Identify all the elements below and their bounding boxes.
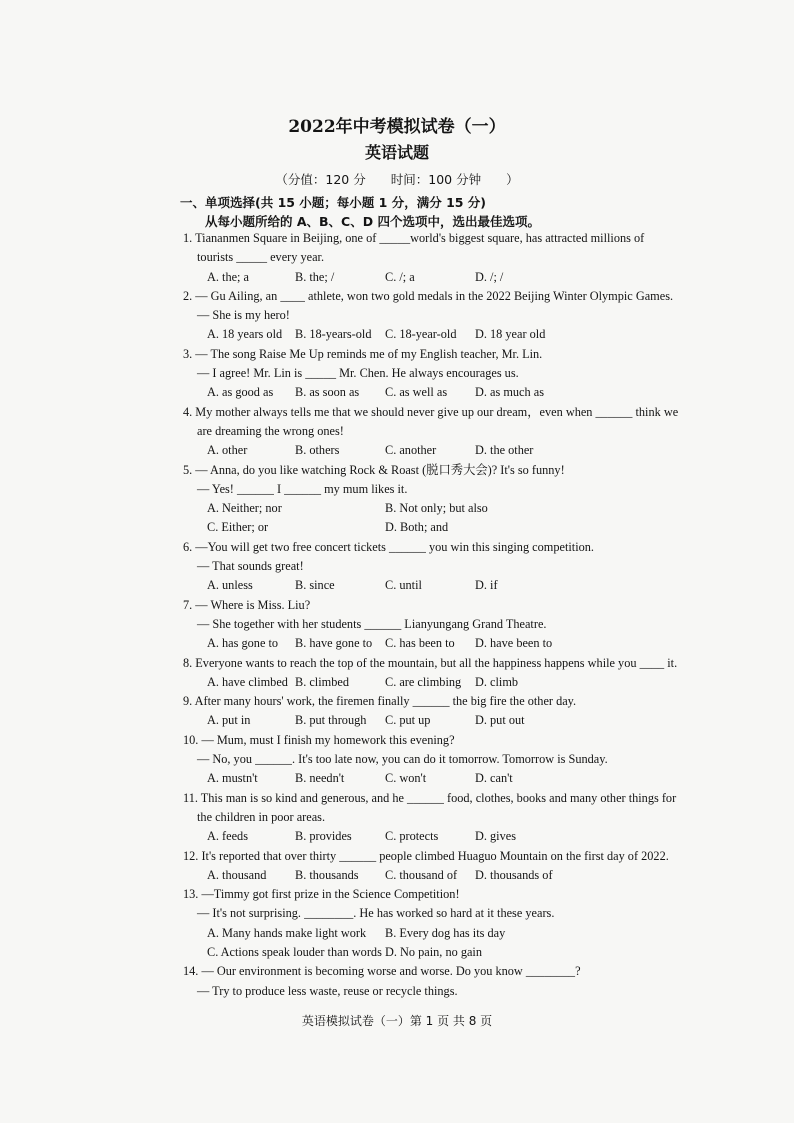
question-stem: 6. —You will get two free concert tickets ______ you win this singing competition. (183, 539, 594, 554)
answer-option[interactable]: A. unless (207, 578, 253, 593)
answer-option[interactable]: B. Every dog has its day (385, 925, 506, 940)
question-item (183, 789, 677, 847)
answer-option[interactable]: B. Not only; but also (385, 501, 488, 516)
option-row (183, 576, 643, 595)
option-row (183, 673, 643, 692)
option-row (183, 827, 643, 846)
question-stem: 7. — Where is Miss. Liu? (183, 597, 311, 612)
answer-option[interactable]: C. until (385, 578, 422, 593)
answer-option[interactable]: D. No pain, no gain (385, 944, 482, 959)
answer-option[interactable]: D. put out (475, 713, 525, 728)
option-row (183, 769, 643, 788)
answer-option[interactable]: A. feeds (207, 829, 248, 844)
answer-option[interactable]: B. climbed (295, 674, 349, 689)
question-stem: 3. — The song Raise Me Up reminds me of my English teacher, Mr. Lin. (183, 346, 543, 361)
section-instructions: 从每小题所给的 A、B、C、D 四个选项中，选出最佳选项。 (205, 214, 540, 229)
answer-option[interactable]: A. the; a (207, 269, 250, 284)
exam-title: 2022年中考模拟试卷（一） (288, 117, 506, 137)
question-line: — Yes! ______ I ______ my mum likes it. (197, 481, 408, 496)
page-footer: 英语模拟试卷（一）第 1 页 共 8 页 (301, 1014, 493, 1028)
question-item (183, 596, 643, 654)
answer-option[interactable]: A. has gone to (207, 636, 279, 651)
question-item (183, 654, 678, 693)
question-item (183, 731, 643, 789)
question-line: — No, you ______. It's too late now, you can do it tomorrow. Tomorrow is Sunday. (197, 752, 608, 767)
answer-option[interactable]: C. another (385, 443, 437, 458)
answer-option[interactable]: C. Actions speak louder than words (207, 944, 382, 959)
option-row (183, 711, 643, 730)
question-item (183, 538, 643, 596)
answer-option[interactable]: A. have climbed (207, 674, 288, 689)
exam-subtitle: 英语试题 (364, 143, 429, 162)
section-heading: 一、单项选择(共 15 小题；每小题 1 分，满分 15 分) (180, 195, 487, 210)
question-list (183, 229, 679, 1001)
question-line: — That sounds great! (197, 559, 304, 574)
answer-option[interactable]: A. other (207, 443, 248, 458)
question-stem: 10. — Mum, must I finish my homework this evening? (183, 732, 455, 747)
answer-option[interactable]: B. provides (295, 829, 352, 844)
question-line: are dreaming the wrong ones! (197, 423, 344, 438)
question-stem: 5. — Anna, do you like watching Rock & Roast (脱口秀大会)? It's so funny! (183, 462, 565, 477)
option-row (183, 383, 643, 402)
option-row (183, 441, 643, 460)
question-item (183, 692, 643, 731)
option-row (183, 634, 643, 653)
question-item (183, 345, 643, 403)
answer-option[interactable]: C. are climbing (385, 674, 462, 689)
answer-option[interactable]: D. have been to (475, 636, 553, 651)
answer-option[interactable]: D. can't (475, 771, 513, 786)
question-stem: 8. Everyone wants to reach the top of the mountain, but all the happiness happens while you ____ it. (183, 655, 678, 670)
exam-meta: （分值：120 分 时间：100 分钟 ） (275, 172, 519, 187)
question-stem: 9. After many hours' work, the firemen finally ______ the big fire the other day. (183, 694, 577, 709)
option-row (183, 325, 643, 344)
answer-option[interactable]: D. /; / (475, 269, 504, 284)
answer-option[interactable]: C. protects (385, 829, 439, 844)
answer-option[interactable]: C. as well as (385, 385, 448, 400)
answer-option[interactable]: D. the other (475, 443, 534, 458)
answer-option[interactable]: C. Either; or (207, 520, 269, 535)
answer-option[interactable]: D. climb (475, 674, 519, 689)
option-row (183, 268, 643, 287)
question-item (183, 229, 643, 287)
answer-option[interactable]: B. put through (295, 713, 367, 728)
answer-option[interactable]: C. has been to (385, 636, 455, 651)
question-item (183, 287, 674, 345)
question-item (183, 847, 669, 886)
question-line: — I agree! Mr. Lin is _____ Mr. Chen. He always encourages us. (197, 366, 519, 381)
question-line: tourists _____ every year. (197, 250, 325, 265)
answer-option[interactable]: B. thousands (295, 867, 359, 882)
answer-option[interactable]: C. /; a (385, 269, 415, 284)
question-stem: 14. — Our environment is becoming worse and worse. Do you know ________? (183, 964, 581, 979)
option-row (183, 866, 643, 885)
answer-option[interactable]: A. put in (207, 713, 251, 728)
answer-option[interactable]: B. have gone to (295, 636, 373, 651)
option-row (183, 924, 643, 963)
answer-option[interactable]: B. others (295, 443, 340, 458)
answer-option[interactable]: A. Neither; nor (207, 501, 282, 516)
answer-option[interactable]: A. as good as (207, 385, 274, 400)
option-row (183, 499, 643, 538)
answer-option[interactable]: B. 18-years-old (295, 327, 372, 342)
answer-option[interactable]: A. 18 years old (207, 327, 283, 342)
answer-option[interactable]: B. needn't (295, 771, 345, 786)
question-item (183, 885, 643, 962)
answer-option[interactable]: D. 18 year old (475, 327, 546, 342)
question-line: — Try to produce less waste, reuse or recycle things. (197, 983, 458, 998)
question-stem: 2. — Gu Ailing, an ____ athlete, won two gold medals in the 2022 Beijing Winter Olympic Games. (183, 288, 674, 303)
question-item (183, 461, 643, 538)
answer-option[interactable]: C. won't (385, 771, 427, 786)
answer-option[interactable]: B. since (295, 578, 335, 593)
question-line: — She together with her students ______ Lianyungang Grand Theatre. (197, 616, 547, 631)
answer-option[interactable]: A. thousand (207, 867, 267, 882)
answer-option[interactable]: A. mustn't (207, 771, 258, 786)
question-stem: 12. It's reported that over thirty ______ people climbed Huaguo Mountain on the first day of 2022. (183, 848, 669, 863)
answer-option[interactable]: C. put up (385, 713, 431, 728)
question-line: — It's not surprising. ________. He has worked so hard at it these years. (197, 906, 555, 921)
answer-option[interactable]: D. as much as (475, 385, 544, 400)
question-line: the children in poor areas. (197, 809, 326, 824)
answer-option[interactable]: C. 18-year-old (385, 327, 457, 342)
question-item (183, 962, 643, 1001)
question-line: — She is my hero! (197, 308, 290, 323)
question-item (183, 403, 679, 461)
answer-option[interactable]: B. as soon as (295, 385, 360, 400)
question-stem: 11. This man is so kind and generous, and he ______ food, clothes, books and many other things for (183, 790, 677, 805)
answer-option[interactable]: C. thousand of (385, 867, 458, 882)
answer-option[interactable]: D. if (475, 578, 498, 593)
answer-option[interactable]: D. thousands of (475, 867, 553, 882)
answer-option[interactable]: B. the; / (295, 269, 335, 284)
answer-option[interactable]: A. Many hands make light work (207, 925, 367, 940)
question-stem: 4. My mother always tells me that we should never give up our dream，even when ______ think we (183, 404, 679, 419)
question-stem: 1. Tiananmen Square in Beijing, one of _____world's biggest square, has attracted millions of (183, 231, 645, 245)
answer-option[interactable]: D. gives (475, 829, 516, 844)
question-stem: 13. —Timmy got first prize in the Science Competition! (183, 887, 460, 902)
answer-option[interactable]: D. Both; and (385, 520, 449, 535)
